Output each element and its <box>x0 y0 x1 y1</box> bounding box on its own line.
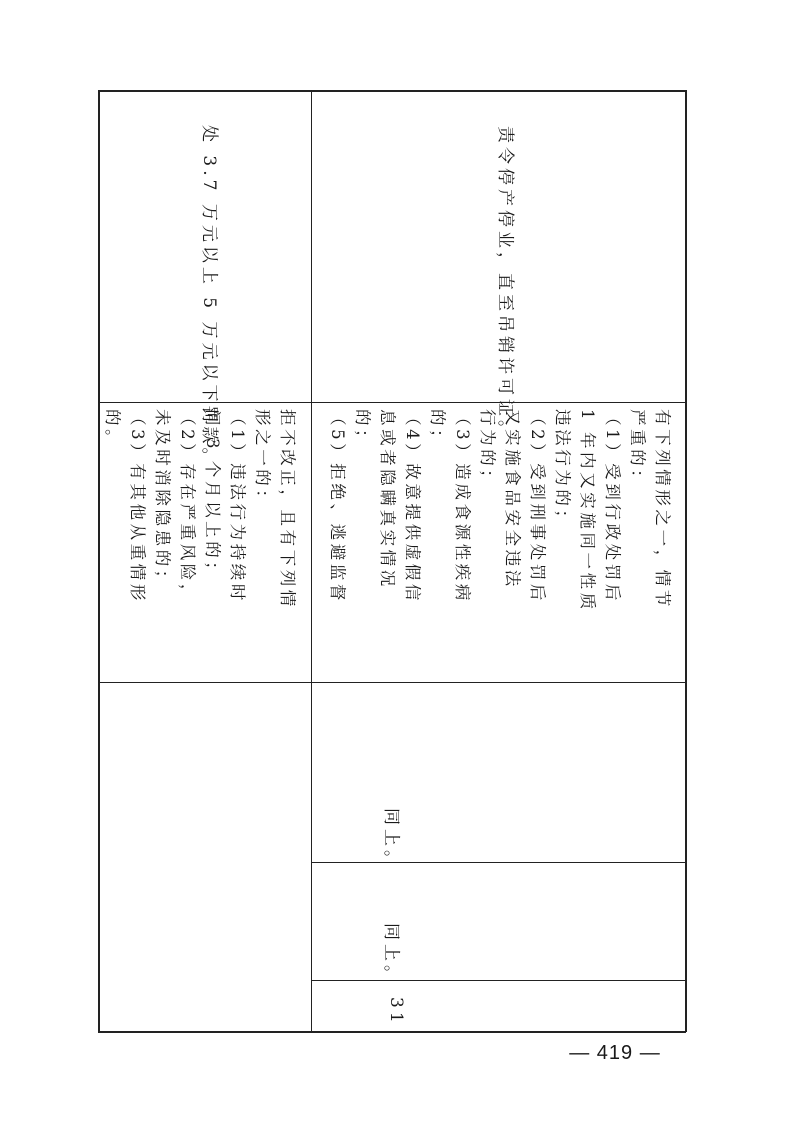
table-border-left <box>98 90 100 1032</box>
criteria-line: 的。 <box>103 409 122 450</box>
column-divider-4 <box>311 980 685 981</box>
criteria-line: 又实施食品安全违法 <box>503 409 522 590</box>
criteria-line: （4）故意提供虚假信 <box>403 409 422 604</box>
same-as-above-text: 同上。 <box>381 808 401 871</box>
criteria-line: 行为的； <box>478 409 497 490</box>
criteria-line: 拒不改正，且有下列情 <box>278 409 297 610</box>
table-border-bottom <box>98 1031 686 1033</box>
criteria-line: （1）受到行政处罚后 <box>603 409 622 604</box>
row-divider <box>311 90 312 1031</box>
same-as-above-text: 同上。 <box>381 923 401 986</box>
column-divider-1 <box>99 402 685 403</box>
criteria-line: 形之一的： <box>253 409 272 510</box>
criteria-line: 违法行为的； <box>553 409 572 530</box>
criteria-line: 1 年内又实施同一性质 <box>578 409 597 613</box>
row-number: 31 <box>386 997 406 1027</box>
criteria-line: 未及时消除隐患的； <box>153 409 172 590</box>
table-border-right <box>685 90 687 1032</box>
criteria-line: （5）拒绝、逃避监督 <box>328 409 347 604</box>
column-divider-3 <box>311 862 685 863</box>
criteria-line: （3）有其他从重情形 <box>128 409 147 604</box>
criteria-line: （2）受到刑事处罚后 <box>528 409 547 604</box>
criteria-line: （1）违法行为持续时 <box>228 409 247 604</box>
criteria-line: 有下列情形之一，情节 <box>653 409 672 610</box>
column-divider-2 <box>99 682 685 683</box>
criteria-line: 息或者隐瞒真实情况 <box>378 409 397 590</box>
criteria-line: 的； <box>353 409 372 450</box>
criteria-line: 严重的： <box>628 409 647 490</box>
penalty-text: 处 3.7 万元以上 5 万元以下罚款。 <box>199 125 219 469</box>
criteria-line: 间 3 个月以上的； <box>203 409 222 582</box>
criteria-line: 的； <box>428 409 447 450</box>
criteria-line: （2）存在严重风险， <box>178 409 197 604</box>
page-number: — 419 — <box>569 1042 661 1064</box>
criteria-line: （3）造成食源性疾病 <box>453 409 472 604</box>
table-border-top <box>98 90 686 92</box>
penalty-text: 责令停产停业，直至吊销许可证。 <box>495 126 515 441</box>
